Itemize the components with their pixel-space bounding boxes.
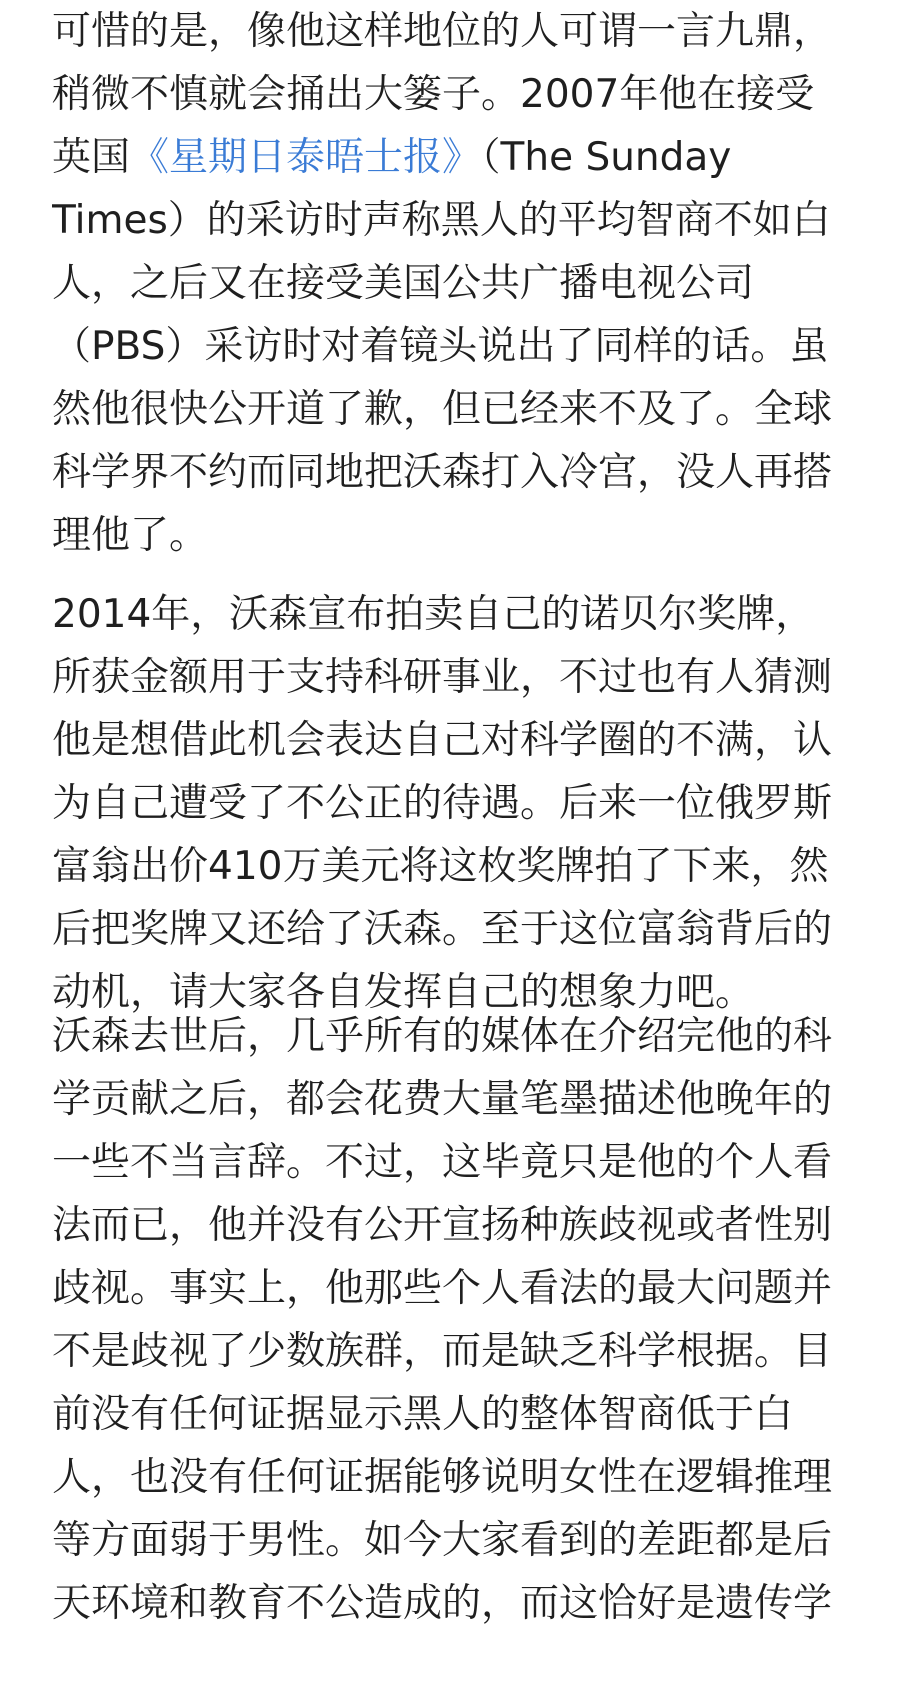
text-segment: 天环境和教育不公造成的，而这恰好是遗传学 [52, 1581, 833, 1626]
text-line [52, 0, 832, 63]
text-segment: 等方面弱于男性。如今大家看到的差距都是后 [52, 1518, 833, 1563]
text-line [52, 1320, 832, 1383]
paragraph-3 [52, 1005, 832, 1635]
text-line [52, 504, 832, 567]
text-line [52, 1194, 832, 1257]
text-segment: 前没有任何证据显示黑人的整体智商低于白 [52, 1392, 794, 1437]
text-line [52, 772, 832, 835]
text-segment: 可惜的是，像他这样地位的人可谓一言九鼎， [52, 9, 833, 54]
text-line [52, 835, 832, 898]
text-segment: 稍微不慎就会捅出大篓子。2007年他在接受 [52, 72, 815, 117]
text-segment: 沃森去世后，几乎所有的媒体在介绍完他的科 [52, 1014, 833, 1059]
text-line [52, 252, 832, 315]
text-line [52, 1257, 832, 1320]
text-segment: 不是歧视了少数族群，而是缺乏科学根据。目 [52, 1329, 833, 1374]
text-segment: 人，之后又在接受美国公共广播电视公司 [52, 261, 755, 306]
text-segment: 为自己遭受了不公正的待遇。后来一位俄罗斯 [52, 781, 833, 826]
text-segment: 法而已，他并没有公开宣扬种族歧视或者性别 [52, 1203, 833, 1248]
paragraph-2 [52, 583, 832, 1024]
text-line [52, 646, 832, 709]
text-segment: 学贡献之后，都会花费大量笔墨描述他晚年的 [52, 1077, 833, 1122]
text-line [52, 709, 832, 772]
text-segment: 英国 [52, 135, 131, 180]
text-line [52, 583, 832, 646]
text-segment: 然他很快公开道了歉，但已经来不及了。全球 [52, 387, 833, 432]
text-segment: 人，也没有任何证据能够说明女性在逻辑推理 [52, 1455, 833, 1500]
text-line [52, 315, 832, 378]
text-segment: 动机，请大家各自发挥自己的想象力吧。 [52, 970, 755, 1015]
text-segment: （PBS）采访时对着镜头说出了同样的话。虽 [52, 324, 829, 369]
text-line [52, 1509, 832, 1572]
text-segment: 一些不当言辞。不过，这毕竟只是他的个人看 [52, 1140, 833, 1185]
text-segment: 所获金额用于支持科研事业，不过也有人猜测 [52, 655, 833, 700]
text-line [52, 126, 832, 189]
text-segment: 2014年，沃森宣布拍卖自己的诺贝尔奖牌， [52, 592, 815, 637]
text-line [52, 1068, 832, 1131]
text-line [52, 898, 832, 961]
paragraph-1 [52, 0, 832, 567]
text-segment: 歧视。事实上，他那些个人看法的最大问题并 [52, 1266, 833, 1311]
text-segment: 后把奖牌又还给了沃森。至于这位富翁背后的 [52, 907, 833, 952]
text-line [52, 378, 832, 441]
text-segment: Times）的采访时声称黑人的平均智商不如白 [52, 198, 831, 243]
text-line [52, 1446, 832, 1509]
text-segment: （The Sunday [481, 135, 732, 180]
text-segment: 富翁出价410万美元将这枚奖牌拍了下来，然 [52, 844, 829, 889]
text-line [52, 1383, 832, 1446]
text-line [52, 1131, 832, 1194]
text-segment: 他是想借此机会表达自己对科学圈的不满，认 [52, 718, 833, 763]
text-line [52, 1005, 832, 1068]
newspaper-link[interactable]: 《星期日泰晤士报》 [130, 135, 482, 180]
text-line [52, 441, 832, 504]
text-segment: 理他了。 [52, 513, 209, 558]
text-line [52, 63, 832, 126]
text-segment: 科学界不约而同地把沃森打入冷宫，没人再搭 [52, 450, 833, 495]
text-line [52, 1572, 832, 1635]
text-line [52, 189, 832, 252]
